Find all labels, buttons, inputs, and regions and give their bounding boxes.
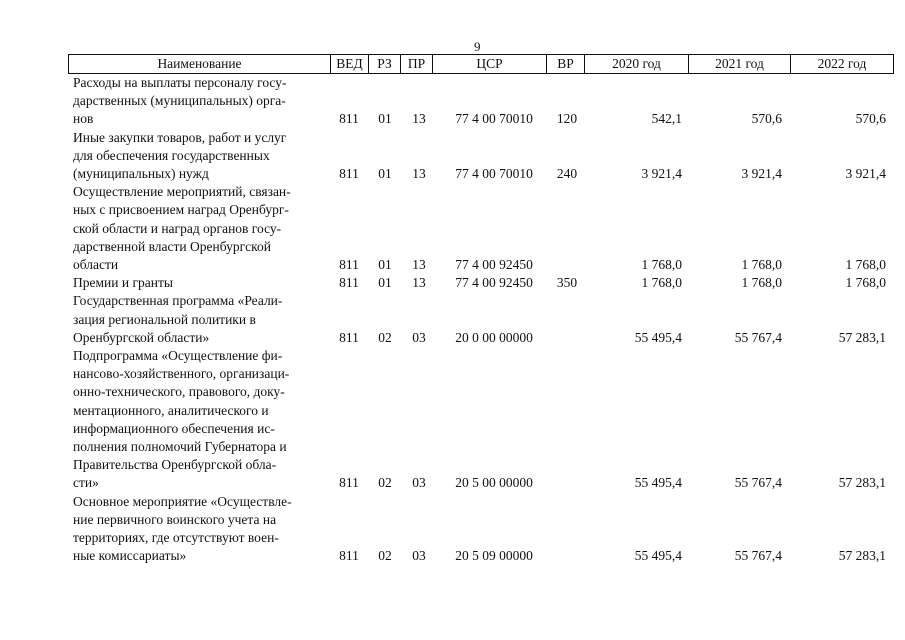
header-ved: ВЕД	[330, 55, 368, 73]
row-name-line: Оренбургской области»	[73, 329, 210, 345]
header-vr: ВР	[546, 55, 584, 73]
cell-rz: 02	[378, 475, 392, 491]
cell-2021: 3 921,4	[741, 165, 782, 181]
header-rz: РЗ	[368, 55, 400, 73]
row-name-line: зация региональной политики в	[73, 311, 256, 327]
row-name-line: Осуществление мероприятий, связан-	[73, 184, 291, 200]
row-name-line: (муниципальных) нужд	[73, 166, 209, 181]
row-name	[73, 129, 321, 184]
cell-2022: 57 283,1	[838, 548, 886, 564]
row-name	[73, 292, 321, 347]
row-name-line: онно-технического, правового, доку-	[73, 384, 285, 400]
cell-pr: 13	[412, 275, 426, 291]
page-number: 9	[474, 39, 481, 54]
cell-vr: 350	[556, 275, 578, 291]
row-name-line: Подпрограмма «Осуществление фи-	[73, 348, 283, 363]
row-name-line: Премии и гранты	[73, 275, 173, 291]
cell-csr: 20 5 00 00000	[455, 475, 533, 491]
cell-vr: 120	[556, 111, 578, 127]
table-row	[0, 292, 905, 347]
row-name-line: сти»	[73, 475, 99, 491]
table-row	[0, 493, 905, 566]
row-name-line: дарственных (муниципальных) орга-	[73, 93, 286, 109]
row-name-line: Государственная программа «Реали-	[73, 293, 283, 309]
row-name-line: для обеспечения государственных	[73, 147, 270, 163]
cell-csr: 77 4 00 70010	[455, 165, 533, 181]
row-name	[73, 74, 321, 129]
cell-ved: 811	[339, 111, 359, 127]
row-name	[73, 347, 321, 493]
cell-csr: 77 4 00 92450	[455, 275, 533, 291]
cell-rz: 01	[378, 256, 392, 272]
cell-ved: 811	[339, 475, 359, 491]
row-name	[73, 493, 321, 566]
cell-rz: 01	[378, 165, 392, 181]
cell-2022: 57 283,1	[838, 475, 886, 491]
row-name	[73, 274, 321, 292]
row-name-line: ные комиссариаты»	[73, 548, 187, 564]
cell-csr: 20 0 00 00000	[455, 329, 533, 345]
cell-2020: 55 495,4	[634, 548, 682, 564]
header-2022: 2022 год	[790, 55, 894, 73]
table-row	[0, 74, 905, 129]
cell-pr: 13	[412, 256, 426, 272]
cell-2020: 1 768,0	[641, 275, 682, 291]
row-name-line: нансово-хозяйственного, организаци-	[73, 366, 290, 382]
row-name-line: области	[73, 257, 119, 272]
cell-ved: 811	[339, 548, 359, 564]
row-name-line: территориях, где отсутствуют воен-	[73, 530, 279, 545]
header-pr: ПР	[400, 55, 432, 73]
cell-2021: 1 768,0	[741, 256, 782, 272]
row-name-line: Расходы на выплаты персоналу госу-	[73, 75, 287, 90]
row-name-line: информационного обеспечения ис-	[73, 420, 275, 436]
cell-2021: 55 767,4	[734, 475, 782, 491]
row-name-line: Иные закупки товаров, работ и услуг	[73, 129, 287, 145]
row-name	[73, 183, 321, 274]
header-csr: ЦСР	[432, 55, 546, 73]
cell-ved: 811	[339, 275, 359, 291]
cell-csr: 20 5 09 00000	[455, 548, 533, 564]
cell-2020: 55 495,4	[634, 475, 682, 491]
cell-pr: 13	[412, 165, 426, 181]
table-row	[0, 183, 905, 274]
cell-2020: 3 921,4	[641, 165, 682, 181]
header-2020: 2020 год	[584, 55, 688, 73]
row-name-line: ных с присвоением наград Оренбург-	[73, 202, 289, 218]
cell-pr: 03	[412, 329, 426, 345]
cell-rz: 01	[378, 275, 392, 291]
cell-ved: 811	[339, 165, 359, 181]
header-name: Наименование	[68, 55, 330, 73]
cell-2021: 55 767,4	[734, 548, 782, 564]
cell-rz: 02	[378, 329, 392, 345]
cell-2020: 1 768,0	[641, 256, 682, 272]
cell-2021: 55 767,4	[734, 329, 782, 345]
cell-2021: 1 768,0	[741, 275, 782, 291]
row-name-line: ской области и наград органов госу-	[73, 220, 282, 236]
row-name-line: Правительства Оренбургской обла-	[73, 457, 277, 473]
cell-rz: 01	[378, 111, 392, 127]
header-2021: 2021 год	[688, 55, 790, 73]
cell-pr: 13	[412, 111, 426, 127]
cell-2022: 57 283,1	[838, 329, 886, 345]
row-name-line: полнения полномочий Губернатора и	[73, 439, 287, 455]
cell-2020: 55 495,4	[634, 329, 682, 345]
cell-2022: 1 768,0	[845, 275, 886, 291]
table-row	[0, 347, 905, 493]
row-name-line: нов	[73, 111, 94, 127]
cell-ved: 811	[339, 256, 359, 272]
cell-pr: 03	[412, 475, 426, 491]
row-name-line: ментационного, аналитического и	[73, 402, 269, 418]
cell-vr: 240	[556, 165, 578, 181]
cell-2020: 542,1	[651, 111, 682, 127]
cell-pr: 03	[412, 548, 426, 564]
cell-csr: 77 4 00 92450	[455, 256, 533, 272]
row-name-line: ние первичного воинского учета на	[73, 511, 277, 527]
row-name-line: дарственной власти Оренбургской	[73, 238, 271, 254]
cell-2022: 3 921,4	[845, 165, 886, 181]
table-header	[68, 54, 894, 74]
row-name-line: Основное мероприятие «Осуществле-	[73, 493, 292, 509]
cell-2021: 570,6	[751, 111, 782, 127]
table-row	[0, 129, 905, 184]
cell-ved: 811	[339, 329, 359, 345]
cell-csr: 77 4 00 70010	[455, 111, 533, 127]
cell-2022: 570,6	[855, 111, 886, 127]
table-row	[0, 274, 905, 292]
cell-rz: 02	[378, 548, 392, 564]
cell-2022: 1 768,0	[845, 256, 886, 272]
